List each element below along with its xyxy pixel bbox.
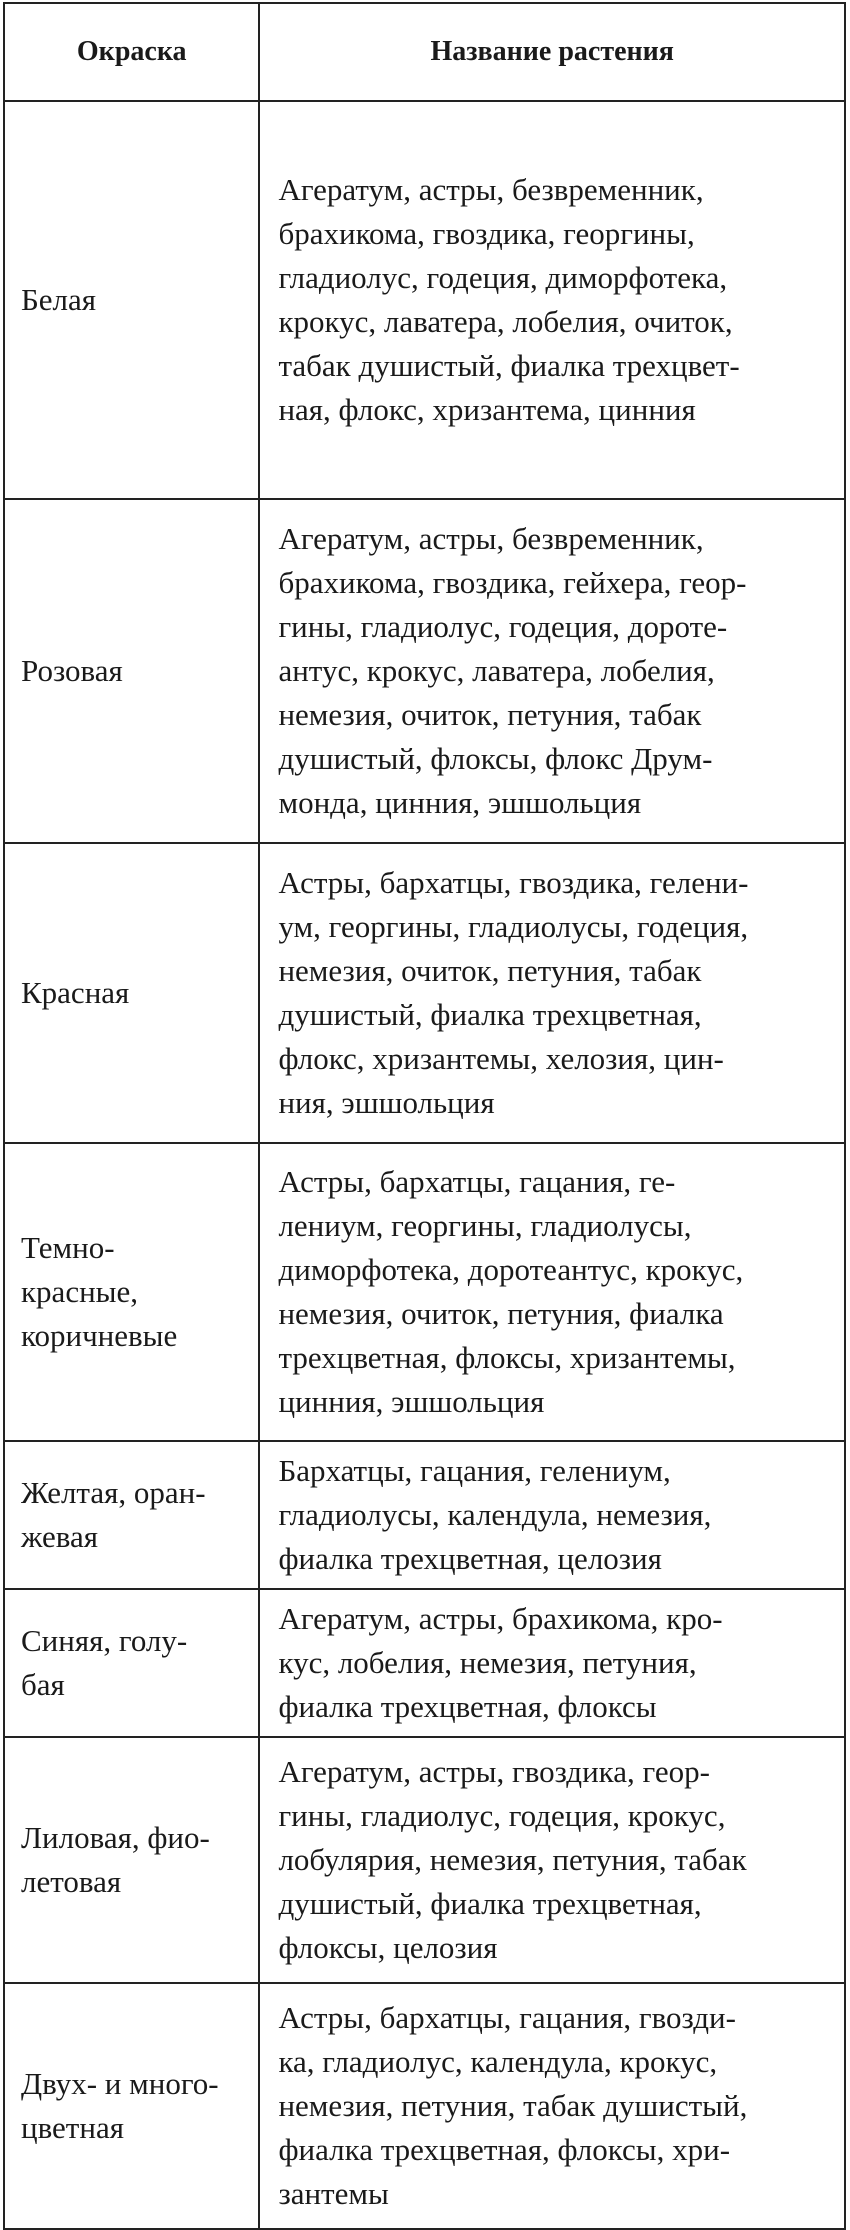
color-line: Двух- и много- bbox=[21, 2066, 219, 2101]
color-line: Красная bbox=[21, 975, 130, 1010]
color-line: красные, bbox=[21, 1274, 139, 1309]
color-cell bbox=[4, 1589, 259, 1737]
plant-names-line: кус, лобелия, немезия, петуния, bbox=[278, 1645, 697, 1680]
plant-names-cell bbox=[259, 1589, 845, 1737]
plant-names-line: диморфотека, доротеантус, крокус, bbox=[278, 1252, 744, 1287]
plant-names-line: душистый, фиалка трехцветная, bbox=[278, 997, 702, 1032]
plant-names-line: гины, гладиолус, годеция, крокус, bbox=[278, 1798, 726, 1833]
plant-names-line: немезия, очиток, петуния, фиалка bbox=[278, 1296, 724, 1331]
plant-names-line: брахикома, гвоздика, георгины, bbox=[278, 216, 695, 251]
plant-names-line: немезия, очиток, петуния, табак bbox=[278, 697, 702, 732]
plant-names-line: флокс, хризантемы, хелозия, цин- bbox=[278, 1041, 724, 1076]
table-row bbox=[4, 1589, 845, 1737]
plant-names-cell bbox=[259, 843, 845, 1143]
plant-names-cell bbox=[259, 1441, 845, 1589]
table-row bbox=[4, 843, 845, 1143]
plant-names-line: табак душистый, фиалка трехцвет- bbox=[278, 348, 740, 383]
plant-names-line: ная, флокс, хризантема, цинния bbox=[278, 392, 696, 427]
plant-names-line: фиалка трехцветная, целозия bbox=[278, 1541, 662, 1576]
color-cell bbox=[4, 1441, 259, 1589]
plant-names-line: Агератум, астры, безвременник, bbox=[278, 172, 704, 207]
plant-names-line: брахикома, гвоздика, гейхера, геор- bbox=[278, 565, 747, 600]
plant-names-line: Агератум, астры, брахикома, кро- bbox=[278, 1601, 723, 1636]
plant-names-cell bbox=[259, 1143, 845, 1441]
table-row bbox=[4, 1983, 845, 2229]
plant-names-line: Астры, бархатцы, гацания, гвозди- bbox=[278, 2000, 736, 2035]
table-row bbox=[4, 1737, 845, 1983]
color-line: бая bbox=[21, 1667, 65, 1702]
plant-names-line: ка, гладиолус, календула, крокус, bbox=[278, 2044, 718, 2079]
header-color: Окраска bbox=[4, 3, 259, 101]
flower-color-table bbox=[3, 2, 846, 2230]
header-row bbox=[4, 3, 845, 101]
plant-names-line: антус, крокус, лаватера, лобелия, bbox=[278, 653, 715, 688]
table-row bbox=[4, 499, 845, 843]
plant-names-line: крокус, лаватера, лобелия, очиток, bbox=[278, 304, 733, 339]
table-body bbox=[4, 101, 845, 2229]
color-line: жевая bbox=[21, 1519, 99, 1554]
plant-names-cell bbox=[259, 1983, 845, 2229]
plant-names-line: лениум, георгины, гладиолусы, bbox=[278, 1208, 692, 1243]
plant-names-line: душистый, флоксы, флокс Друм- bbox=[278, 741, 713, 776]
color-line: Желтая, оран- bbox=[21, 1475, 206, 1510]
plant-names-line: фиалка трехцветная, флоксы bbox=[278, 1689, 657, 1724]
plant-names-line: Астры, бархатцы, гвоздика, гелени- bbox=[278, 865, 749, 900]
plant-names-line: гины, гладиолус, годеция, дороте- bbox=[278, 609, 728, 644]
color-cell bbox=[4, 843, 259, 1143]
color-cell bbox=[4, 1737, 259, 1983]
plant-names-line: Агератум, астры, гвоздика, геор- bbox=[278, 1754, 710, 1789]
plant-names-line: ния, эшшольция bbox=[278, 1085, 495, 1120]
color-line: коричневые bbox=[21, 1318, 178, 1353]
plant-names-line: фиалка трехцветная, флоксы, хри- bbox=[278, 2132, 731, 2167]
color-line: Синяя, голу- bbox=[21, 1623, 188, 1658]
plant-names-line: Агератум, астры, безвременник, bbox=[278, 521, 704, 556]
color-cell bbox=[4, 1983, 259, 2229]
color-cell bbox=[4, 499, 259, 843]
plant-names-line: Бархатцы, гацания, гелениум, bbox=[278, 1453, 671, 1488]
plant-names-line: зантемы bbox=[278, 2176, 389, 2211]
plant-names-line: трехцветная, флоксы, хризантемы, bbox=[278, 1340, 736, 1375]
plant-names-line: ум, георгины, гладиолусы, годеция, bbox=[278, 909, 749, 944]
color-cell bbox=[4, 101, 259, 499]
color-line: Белая bbox=[21, 282, 97, 317]
table-row bbox=[4, 101, 845, 499]
plant-names-line: душистый, фиалка трехцветная, bbox=[278, 1886, 702, 1921]
color-line: цветная bbox=[21, 2110, 124, 2145]
plant-names-line: гладиолусы, календула, немезия, bbox=[278, 1497, 712, 1532]
plant-names-cell bbox=[259, 1737, 845, 1983]
table-row bbox=[4, 1143, 845, 1441]
color-line: летовая bbox=[21, 1864, 122, 1899]
color-line: Темно- bbox=[21, 1230, 115, 1265]
plant-names-line: Астры, бархатцы, гацания, ге- bbox=[278, 1164, 676, 1199]
plant-names-line: гладиолус, годеция, диморфотека, bbox=[278, 260, 728, 295]
plant-names-line: цинния, эшшольция bbox=[278, 1384, 545, 1419]
table-row bbox=[4, 1441, 845, 1589]
plant-names-line: монда, цинния, эшшольция bbox=[278, 785, 642, 820]
plant-names-line: лобулярия, немезия, петуния, табак bbox=[278, 1842, 747, 1877]
plant-names-line: немезия, петуния, табак душистый, bbox=[278, 2088, 748, 2123]
color-line: Лиловая, фио- bbox=[21, 1820, 210, 1855]
plant-names-cell bbox=[259, 499, 845, 843]
plant-names-line: немезия, очиток, петуния, табак bbox=[278, 953, 702, 988]
header-plant-name: Название растения bbox=[259, 3, 845, 101]
color-cell bbox=[4, 1143, 259, 1441]
plant-names-line: флоксы, целозия bbox=[278, 1930, 498, 1965]
plant-names-cell bbox=[259, 101, 845, 499]
color-line: Розовая bbox=[21, 653, 123, 688]
